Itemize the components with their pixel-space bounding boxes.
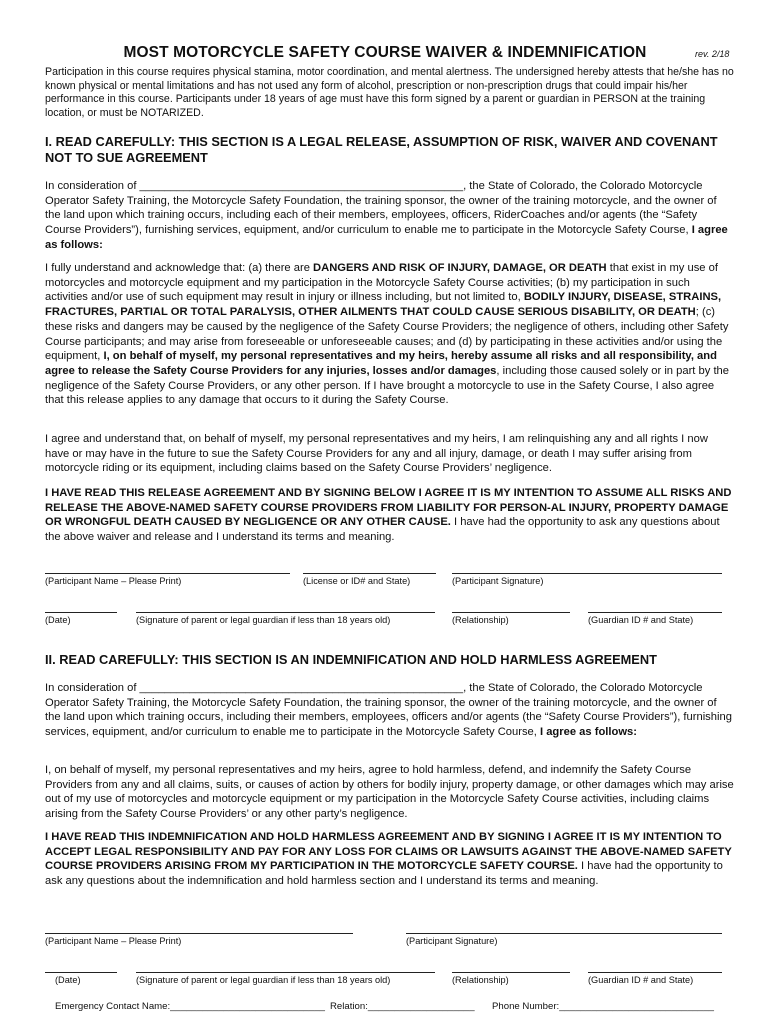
section2-consideration-paragraph (45, 681, 735, 740)
indemnification-statement-bold: I HAVE READ THIS INDEMNIFICATION AND HOLD HARMLESS AGREEMENT AND BY SIGNING I AGREE IT IS MY INTENTION TO ACCEPT LEGAL RESPONSIBILITY AND PAY FOR ANY LOSS FOR CLAIMS OR LAWSUITS AGAINST THE ABOVE-NAMED SAFETY COURSE PROVIDERS ARISING FROM MY PARTICIPATION IN THE MOTORCYCLE SAFETY COURSE. (45, 831, 732, 873)
section1-acknowledge-paragraph (45, 261, 735, 408)
section2-indemnification-statement (45, 830, 735, 889)
section1-release-statement (45, 486, 735, 545)
s2-participant-name-label: (Participant Name – Please Print) (45, 936, 182, 946)
ack-text-f: I, on behalf of myself, my personal representatives and my heirs, hereby assume all risks and all responsibility, and agree to release the Safety Course Providers for any injuries, losses and/or damages (45, 350, 717, 377)
license-line[interactable] (303, 573, 436, 574)
section2-heading: II. READ CAREFULLY: THIS SECTION IS AN INDEMNIFICATION AND HOLD HARMLESS AGREEMENT (45, 652, 657, 667)
page-title: MOST MOTORCYCLE SAFETY COURSE WAIVER & INDEMNIFICATION (123, 44, 647, 61)
emergency-contact-name-field[interactable]: Emergency Contact Name:_____________________________ (55, 1001, 325, 1012)
s2-relationship-label: (Relationship) (452, 975, 509, 985)
emergency-relation-field[interactable]: Relation:____________________ (330, 1001, 475, 1012)
ack-text-d: BODILY INJURY, DISEASE, STRAINS, FRACTURES, PARTIAL OR TOTAL PARALYSIS, OTHER AILMENTS THAT COULD CAUSE SERIOUS DISABILITY, OR DEATH (45, 291, 722, 319)
relationship-label: (Relationship) (452, 615, 509, 625)
section1-relinquish-paragraph: I agree and understand that, on behalf of myself, my personal representatives and my heirs, I am relinquishing any and all rights I now have or may have in the future to sue the Safety Course Providers for any and all injury, damage, or death I may suffer arising from motorcycle riding or its equipment, including claims based on the Safety Course Providers’ negligence. (45, 433, 708, 475)
guardian-id-line[interactable] (588, 612, 722, 613)
release-statement-bold: I HAVE READ THIS RELEASE AGREEMENT AND BY SIGNING BELOW I AGREE IT IS MY INTENTION TO ASSUME ALL RISKS AND RELEASE THE ABOVE-NAMED SAFETY COURSE PROVIDERS FROM LIABILITY FOR PERSON-AL INJURY, PROPERTY DAMAGE OR WRONGFUL DEATH CAUSED BY NEGLIGENCE OR ANY OTHER CAUSE. (45, 487, 732, 529)
revision-label: rev. 2/18 (695, 49, 730, 59)
ack-text-e: ; (c) these risks and dangers may be caused by the negligence of the Safety Course Providers; the negligence of others, including other Safety Course participants; and may arise from foreseeable or unforeseeable causes; and (d) by participating in these activities and/or using the equipment, (45, 306, 729, 363)
emergency-phone-field[interactable]: Phone Number:_____________________________ (492, 1001, 714, 1012)
s2-date-line[interactable] (45, 972, 117, 973)
section2-indemnify-paragraph: I, on behalf of myself, my personal representatives and my heirs, agree to hold harmless, defend, and indemnify the Safety Course Providers from any and all claims, suits, or causes of action by others for bodily injury, property damage, or other damages which may arise out of my use of motorcycles and motorcycle equipment or my participation in the Motorcycle Safety Course activities, including claims arising from the Safety Course Providers’ or any other party’s negligence. (45, 764, 734, 821)
release-statement-rest: I have had the opportunity to ask any questions about the above waiver and release and I understand its terms and meaning. (45, 516, 720, 544)
guardian-signature-label: (Signature of parent or legal guardian if less than 18 years old) (136, 615, 391, 625)
s2-guardian-id-line[interactable] (588, 972, 722, 973)
date-line[interactable] (45, 612, 117, 613)
license-label: (License or ID# and State) (303, 576, 411, 586)
participant-name-line[interactable] (45, 573, 290, 574)
ack-text-a: I fully understand and acknowledge that: (a) there are (45, 262, 314, 274)
date-label: (Date) (45, 615, 71, 625)
guardian-id-label: (Guardian ID # and State) (588, 615, 694, 625)
ack-text-b: DANGERS AND RISK OF INJURY, DAMAGE, OR DEATH (313, 262, 607, 274)
ack-text-c: that exist in my use of motorcycles and motorcycle equipment and my participation in the Motorcycle Safety Course activities; (b) my participation in such activities and/or use of such equipment may result in injury or illness including, but not limited to, (45, 262, 718, 304)
section1-agree-text: I agree as follows: (45, 224, 728, 251)
s2-participant-signature-line[interactable] (406, 933, 722, 934)
section1-heading: I. READ CAREFULLY: THIS SECTION IS A LEGAL RELEASE, ASSUMPTION OF RISK, WAIVER AND COVENANT NOT TO SUE AGREEMENT (45, 134, 718, 165)
s2-guardian-id-label: (Guardian ID # and State) (588, 975, 694, 985)
section2-consideration-text: In consideration of ____________________________________________________, the State of Colorado, the Colorado Motorcycle Operator Safety Training, the Motorcycle Safety Foundation, the training sponsor, the owner of the training motorcycle, and the owner of the land upon which training occurs, including their members, employees, officers and/or agents (the “Safety Course Providers”), furnishing services, equipment, and/or curriculum to enable me to participate in the Motorcycle Safety Course, (45, 682, 732, 739)
participant-name-label: (Participant Name – Please Print) (45, 576, 182, 586)
relationship-line[interactable] (452, 612, 570, 613)
indemnification-statement-rest: I have had the opportunity to ask any questions about the indemnification and hold harmless section and I understand its terms and meaning. (45, 860, 723, 888)
s2-relationship-line[interactable] (452, 972, 570, 973)
intro-paragraph: Participation in this course requires physical stamina, motor coordination, and mental alertness. The undersigned hereby attests that he/she has no known physical or mental limitations and has not used any form of alcohol, prescription or non-prescription drugs that could impair his/her performance in this course. Participants under 18 years of age must have this form signed by a parent or guardian in PERSON at the training location, or must be NOTARIZED. (45, 66, 734, 119)
s2-date-label: (Date) (55, 975, 81, 985)
s2-participant-signature-label: (Participant Signature) (406, 936, 498, 946)
participant-signature-line[interactable] (452, 573, 722, 574)
section1-consideration-paragraph (45, 179, 735, 253)
ack-text-g: , including those caused solely or in part by the negligence of the Safety Course Providers, or any other person. If I have brought a motorcycle to use in the Safety Course, I also agree that this release applies to any damage that occurs to it during the Safety Course. (45, 364, 729, 407)
s2-guardian-signature-label: (Signature of parent or legal guardian if less than 18 years old) (136, 975, 391, 985)
s2-guardian-signature-line[interactable] (136, 972, 435, 973)
participant-signature-label: (Participant Signature) (452, 576, 544, 586)
section1-consideration-text: In consideration of ____________________________________________________, the State of Colorado, the Colorado Motorcycle Operator Safety Training, the Motorcycle Safety Foundation, the training sponsor, the owner of the training motorcycle, and the owner of the land upon which training occurs, including each of their members, employees, officers, RiderCoaches and/or agents (the “Safety Course Providers”), furnishing services, equipment, and/or curriculum to enable me to participate in the Motorcycle Safety Course, (45, 180, 717, 237)
section2-agree-text: I agree as follows: (539, 726, 637, 739)
s2-participant-name-line[interactable] (45, 933, 353, 934)
guardian-signature-line[interactable] (136, 612, 435, 613)
